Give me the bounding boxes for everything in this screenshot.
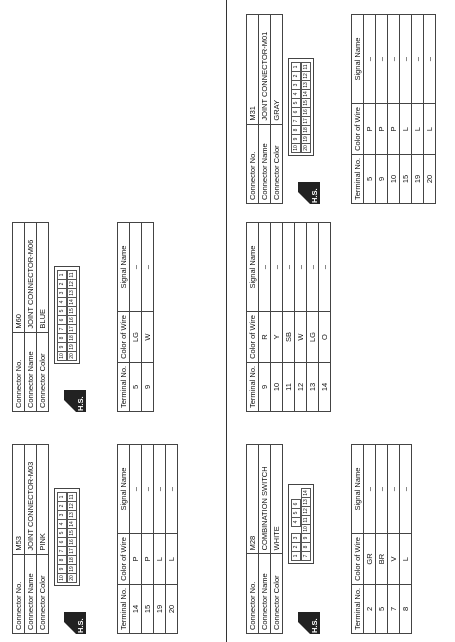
cell-wire: W: [295, 312, 307, 363]
label-connector-color: Connector Color: [271, 554, 283, 634]
connector-pin: 15: [67, 528, 77, 538]
connector-pin: 7: [57, 546, 67, 556]
table-row: [307, 223, 319, 412]
cell-terminal: 9: [376, 154, 388, 203]
connector-color-value: PINK: [37, 445, 49, 555]
cell-terminal: 20: [424, 154, 436, 203]
hs-label: H.S.: [310, 618, 319, 633]
cell-signal: –: [130, 223, 142, 312]
connector-m60-terminals: [117, 222, 154, 412]
connector-pin: 1: [291, 551, 301, 561]
connector-pin: 3: [291, 80, 301, 90]
cell-terminal: 15: [142, 584, 154, 633]
table-row: [412, 15, 424, 204]
connector-pin: 6: [57, 537, 67, 547]
connector-m28-info: [246, 444, 283, 634]
header-signal-name: Signal Name: [118, 223, 130, 312]
cell-terminal: 12: [295, 362, 307, 411]
header-terminal-no: Terminal No.: [118, 584, 130, 633]
table-row: [400, 15, 412, 204]
connector-pin: 8: [291, 125, 301, 135]
connector-m28-terminals-continued: [246, 222, 331, 412]
cell-wire: V: [388, 534, 400, 585]
page-divider: [226, 0, 227, 642]
connector-m31-info: [246, 14, 283, 204]
cell-wire: W: [142, 312, 154, 363]
label-connector-name: Connector Name: [259, 124, 271, 203]
header-signal-name: Signal Name: [118, 445, 130, 534]
header-signal-name: Signal Name: [352, 445, 364, 534]
connector-pin: 16: [301, 107, 311, 117]
connector-pin: 18: [67, 333, 77, 343]
cell-signal: –: [166, 445, 178, 534]
header-color-of-wire: Color of Wire: [118, 534, 130, 585]
hs-label: H.S.: [310, 188, 319, 203]
header-color-of-wire: Color of Wire: [352, 104, 364, 155]
connector-pin: 14: [301, 89, 311, 99]
connector-pin: 11: [301, 62, 311, 72]
connector-pin: 1: [291, 62, 301, 72]
header-terminal-no: Terminal No.: [352, 584, 364, 633]
connector-pin: 9: [57, 342, 67, 352]
connector-pin: 11: [67, 492, 77, 502]
cell-signal: –: [259, 223, 271, 312]
connector-pin: 5: [57, 306, 67, 316]
cell-signal: –: [154, 445, 166, 534]
table-row: [376, 445, 388, 634]
connector-pin: 7: [57, 324, 67, 334]
hs-label: H.S.: [76, 618, 85, 633]
table-row: [166, 445, 178, 634]
table-row: [142, 223, 154, 412]
connector-m60-info: [12, 222, 49, 412]
cell-wire: P: [130, 534, 142, 585]
label-connector-name: Connector Name: [259, 554, 271, 634]
connector-pin: 3: [57, 288, 67, 298]
header-color-of-wire: Color of Wire: [247, 312, 259, 363]
connector-pin: 13: [301, 80, 311, 90]
cell-wire: P: [388, 104, 400, 155]
connector-m53: [12, 444, 178, 634]
table-row: [259, 223, 271, 412]
cell-signal: –: [364, 15, 376, 104]
connector-pin: 20: [301, 143, 311, 153]
connector-m31-face: [288, 58, 314, 156]
cell-signal: –: [400, 445, 412, 534]
connector-pin: 10: [291, 143, 301, 153]
connector-pin: [291, 526, 299, 534]
connector-pin: 20: [67, 351, 77, 361]
connector-pin: 9: [301, 533, 311, 543]
table-row: [424, 15, 436, 204]
cell-wire: SB: [283, 312, 295, 363]
connector-pin: 6: [57, 315, 67, 325]
connector-pin: 8: [57, 333, 67, 343]
cell-signal: –: [319, 223, 331, 312]
header-signal-name: Signal Name: [247, 223, 259, 312]
cell-terminal: 14: [319, 362, 331, 411]
hs-icon: [298, 612, 320, 634]
cell-wire: L: [424, 104, 436, 155]
connector-pin: 13: [67, 510, 77, 520]
connector-pin: 1: [57, 492, 67, 502]
connector-pin: 10: [57, 573, 67, 583]
cell-signal: –: [364, 445, 376, 534]
header-signal-name: Signal Name: [352, 15, 364, 104]
header-terminal-no: Terminal No.: [247, 362, 259, 411]
cell-wire: P: [142, 534, 154, 585]
cell-terminal: 20: [166, 584, 178, 633]
cell-signal: –: [142, 445, 154, 534]
cell-wire: LG: [307, 312, 319, 363]
cell-signal: –: [388, 15, 400, 104]
cell-wire: BR: [376, 534, 388, 585]
cell-terminal: 11: [283, 362, 295, 411]
cell-terminal: 2: [364, 584, 376, 633]
connector-pin: 2: [291, 542, 301, 552]
connector-m31-terminals: [351, 14, 436, 204]
connector-pin: 4: [291, 89, 301, 99]
cell-wire: P: [376, 104, 388, 155]
connector-m28-continued: [246, 222, 331, 412]
label-connector-no: Connector No.: [247, 554, 259, 634]
cell-wire: O: [319, 312, 331, 363]
connector-pin: 7: [301, 551, 311, 561]
connector-pin: 12: [301, 71, 311, 81]
cell-signal: –: [376, 445, 388, 534]
label-connector-name: Connector Name: [25, 332, 37, 411]
cell-terminal: 13: [307, 362, 319, 411]
connector-pin: 17: [67, 324, 77, 334]
connector-pin: 14: [67, 519, 77, 529]
connector-color-value: WHITE: [271, 445, 283, 554]
cell-wire: LG: [130, 312, 142, 363]
connector-pin: 10: [301, 524, 311, 534]
connector-pin: 4: [291, 517, 301, 527]
connector-pin: 19: [67, 564, 77, 574]
connector-pin: 11: [67, 270, 77, 280]
cell-wire: L: [154, 534, 166, 585]
connector-pin: 10: [57, 351, 67, 361]
table-row: [130, 445, 142, 634]
connector-pin: 1: [57, 270, 67, 280]
cell-signal: –: [307, 223, 319, 312]
connector-pin: 7: [291, 116, 301, 126]
label-connector-no: Connector No.: [13, 554, 25, 633]
connector-pin: 5: [291, 508, 301, 518]
connector-pin: 15: [67, 306, 77, 316]
connector-pin: 17: [301, 116, 311, 126]
table-row: [364, 15, 376, 204]
table-row: [271, 223, 283, 412]
connector-m53-terminals: [117, 444, 178, 634]
table-row: [388, 15, 400, 204]
cell-signal: –: [271, 223, 283, 312]
connector-no-value: M28: [247, 445, 259, 554]
hs-label: H.S.: [76, 396, 85, 411]
connector-m53-face: [54, 488, 80, 586]
connector-pin: 2: [291, 71, 301, 81]
connector-name-value: JOINT CONNECTOR-M06: [25, 223, 37, 333]
table-row: [388, 445, 400, 634]
connector-no-value: M60: [13, 223, 25, 333]
table-row: [130, 223, 142, 412]
cell-terminal: 8: [400, 584, 412, 633]
connector-pin: 8: [301, 542, 311, 552]
cell-terminal: 7: [388, 584, 400, 633]
connector-pin: 5: [57, 528, 67, 538]
cell-signal: –: [412, 15, 424, 104]
connector-m31: [246, 14, 436, 204]
cell-wire: Y: [271, 312, 283, 363]
hs-icon: [64, 390, 86, 412]
table-row: [295, 223, 307, 412]
connector-pin: 19: [301, 134, 311, 144]
label-connector-color: Connector Color: [37, 554, 49, 633]
table-row: [364, 445, 376, 634]
label-connector-color: Connector Color: [271, 124, 283, 203]
connector-name-value: JOINT CONNECTOR-M01: [259, 15, 271, 125]
connector-m28: [246, 444, 412, 634]
connector-name-value: COMBINATION SWITCH: [259, 445, 271, 554]
connector-pin: 4: [57, 297, 67, 307]
connector-pin: 18: [67, 555, 77, 565]
hs-icon: [298, 182, 320, 204]
header-color-of-wire: Color of Wire: [352, 534, 364, 585]
table-row: [154, 445, 166, 634]
connector-pin: 9: [57, 564, 67, 574]
connector-pin: 6: [291, 499, 301, 509]
connector-name-value: JOINT CONNECTOR-M03: [25, 445, 37, 555]
connector-pin: 3: [291, 533, 301, 543]
connector-pin: 9: [291, 134, 301, 144]
connector-pin: 2: [57, 279, 67, 289]
connector-pin: 17: [67, 546, 77, 556]
connector-pin: 16: [67, 537, 77, 547]
cell-terminal: 15: [400, 154, 412, 203]
cell-terminal: 5: [130, 362, 142, 411]
cell-wire: L: [166, 534, 178, 585]
connector-pin: 6: [291, 107, 301, 117]
label-connector-name: Connector Name: [25, 554, 37, 633]
cell-terminal: 10: [271, 362, 283, 411]
table-row: [142, 445, 154, 634]
header-color-of-wire: Color of Wire: [118, 312, 130, 363]
connector-pin: 11: [301, 515, 311, 525]
cell-wire: P: [364, 104, 376, 155]
cell-wire: GR: [364, 534, 376, 585]
table-row: [319, 223, 331, 412]
connector-pin: 4: [57, 519, 67, 529]
connector-pin: 20: [67, 573, 77, 583]
cell-terminal: 5: [376, 584, 388, 633]
table-row: [283, 223, 295, 412]
cell-signal: –: [283, 223, 295, 312]
cell-signal: –: [400, 15, 412, 104]
connector-color-value: GRAY: [271, 15, 283, 125]
table-row: [400, 445, 412, 634]
connector-m60-face: [54, 266, 80, 364]
label-connector-no: Connector No.: [247, 124, 259, 203]
connector-pin: 15: [301, 98, 311, 108]
cell-terminal: 9: [259, 362, 271, 411]
label-connector-color: Connector Color: [37, 332, 49, 411]
label-connector-no: Connector No.: [13, 332, 25, 411]
connector-pin: 14: [67, 297, 77, 307]
connector-pin: 12: [301, 506, 311, 516]
connector-pin: 3: [57, 510, 67, 520]
cell-signal: –: [130, 445, 142, 534]
cell-wire: L: [412, 104, 424, 155]
connector-pin: 18: [301, 125, 311, 135]
cell-wire: R: [259, 312, 271, 363]
connector-pin: 16: [67, 315, 77, 325]
connector-pin: 8: [57, 555, 67, 565]
connector-pin: 5: [291, 98, 301, 108]
connector-pin: 19: [67, 342, 77, 352]
connector-no-value: M31: [247, 15, 259, 125]
cell-wire: L: [400, 534, 412, 585]
cell-terminal: 10: [388, 154, 400, 203]
cell-terminal: 14: [130, 584, 142, 633]
cell-signal: –: [388, 445, 400, 534]
cell-signal: –: [142, 223, 154, 312]
cell-terminal: 19: [412, 154, 424, 203]
connector-m28-terminals: [351, 444, 412, 634]
connector-no-value: M53: [13, 445, 25, 555]
cell-signal: –: [376, 15, 388, 104]
header-terminal-no: Terminal No.: [352, 154, 364, 203]
connector-pin: 12: [67, 501, 77, 511]
cell-signal: –: [424, 15, 436, 104]
table-row: [376, 15, 388, 204]
hs-icon: [64, 612, 86, 634]
header-terminal-no: Terminal No.: [118, 362, 130, 411]
connector-m60: [12, 222, 154, 412]
cell-terminal: 9: [142, 362, 154, 411]
connector-m28-face: [288, 484, 314, 564]
connector-pin: 14: [301, 488, 311, 498]
connector-m53-info: [12, 444, 49, 634]
connector-pin: 2: [57, 501, 67, 511]
cell-terminal: 19: [154, 584, 166, 633]
connector-pin: 13: [67, 288, 77, 298]
connector-pin: 13: [301, 497, 311, 507]
cell-signal: –: [295, 223, 307, 312]
cell-terminal: 5: [364, 154, 376, 203]
connector-color-value: BLUE: [37, 223, 49, 333]
cell-wire: L: [400, 104, 412, 155]
connector-pin: 12: [67, 279, 77, 289]
